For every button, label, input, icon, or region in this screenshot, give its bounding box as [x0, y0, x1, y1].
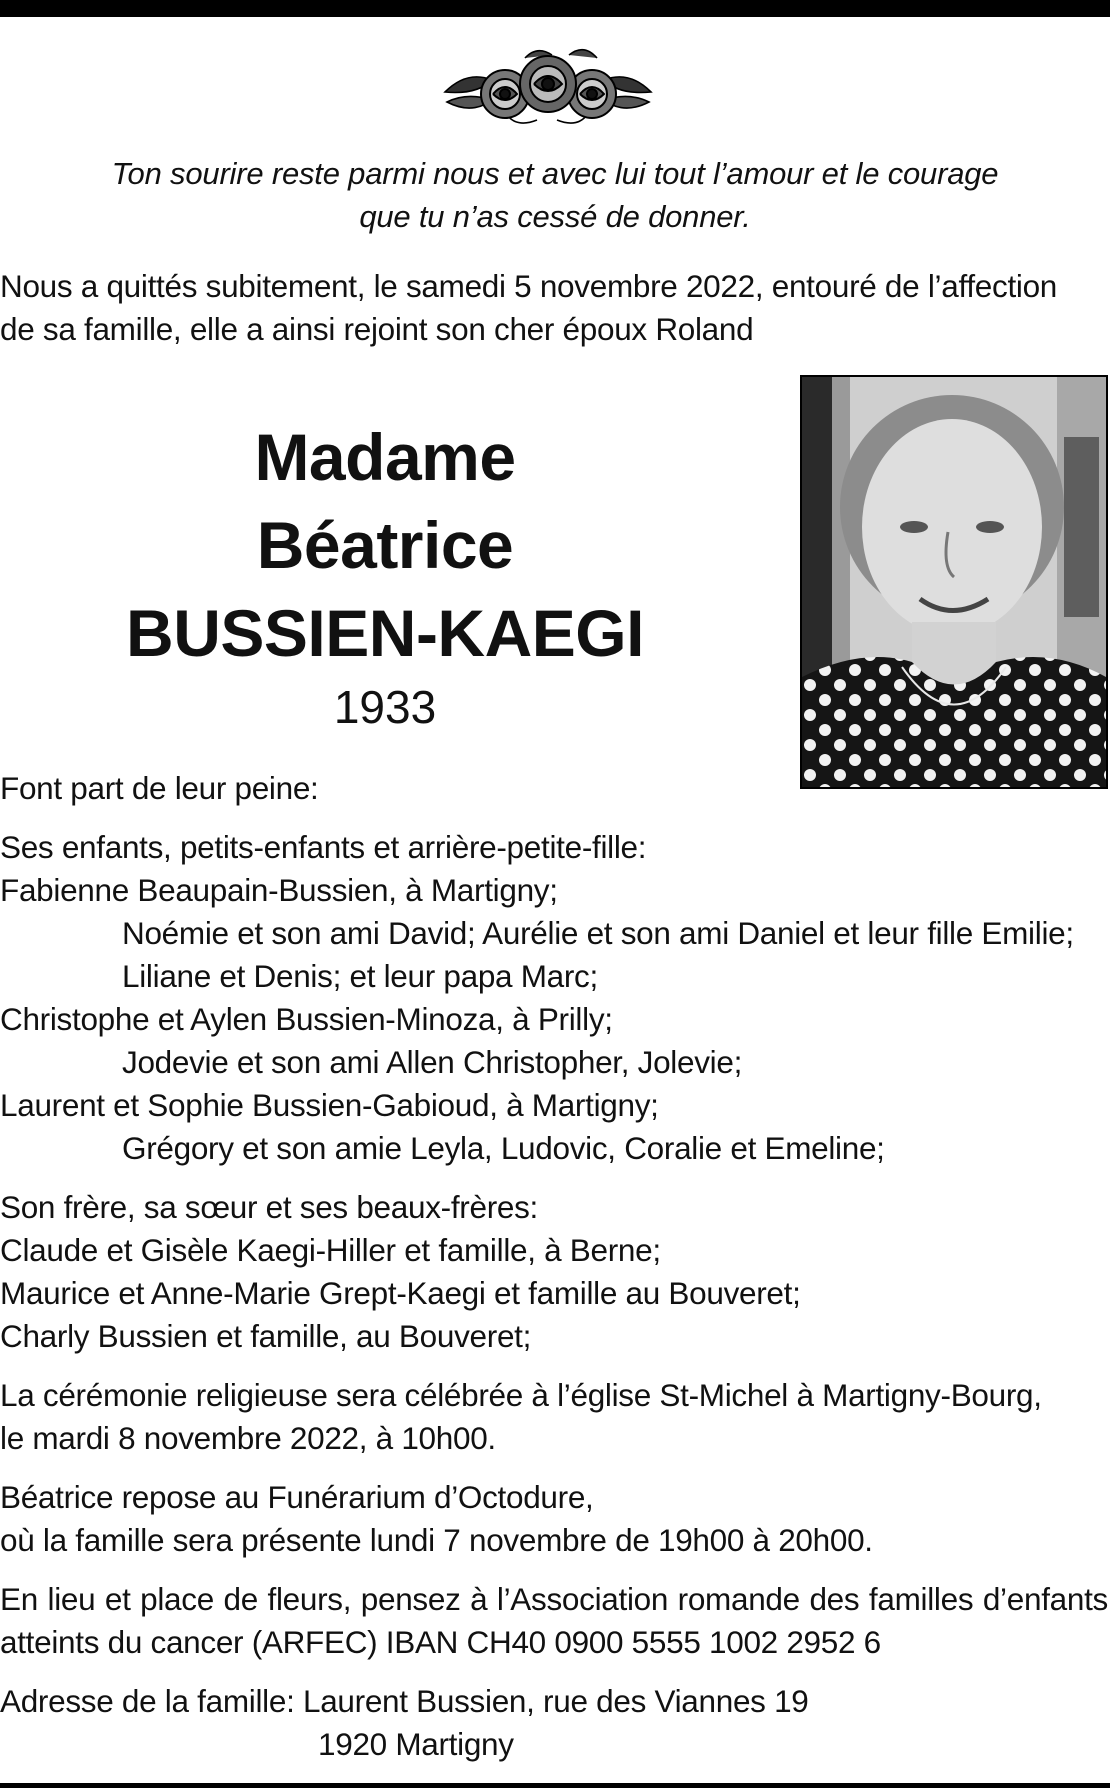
intro-line-1: Nous a quittés subitement, le samedi 5 novembre 2022, entouré de l’affection — [0, 268, 1058, 304]
address-line-1: Adresse de la famille: Laurent Bussien, rue des Viannes 19 — [0, 1683, 809, 1719]
children-heading: Ses enfants, petits-enfants et arrière-petite-fille: — [0, 829, 647, 865]
list-item: Charly Bussien et famille, au Bouveret; — [0, 1318, 532, 1354]
announce-text: Font part de leur peine: — [0, 770, 319, 806]
list-item: Noémie et son ami David; Aurélie et son ami Daniel et leur fille Emilie; — [122, 915, 1074, 951]
bottom-border — [0, 1783, 1110, 1788]
top-border — [0, 0, 1110, 17]
siblings-heading: Son frère, sa sœur et ses beaux-frères: — [0, 1189, 539, 1225]
list-item: Christophe et Aylen Bussien-Minoza, à Prilly; — [0, 1001, 613, 1037]
children-section — [0, 826, 1108, 1170]
ceremony-line-1: La cérémonie religieuse sera célébrée à l’église St-Michel à Martigny-Bourg, — [0, 1377, 1042, 1413]
ceremony-line-2: le mardi 8 novembre 2022, à 10h00. — [0, 1420, 496, 1456]
donation-paragraph: En lieu et place de fleurs, pensez à l’Association romande des familles d’enfants atteints du cancer (ARFEC) IBAN CH40 0900 5555 1002 2952 6 — [0, 1581, 1108, 1660]
deceased-title: Madame — [254, 420, 516, 494]
deceased-name-block — [0, 413, 770, 735]
portrait-photo — [800, 375, 1108, 789]
siblings-section — [0, 1186, 1108, 1358]
address-line-2: 1920 Martigny — [318, 1726, 514, 1762]
deceased-first-name: Béatrice — [256, 508, 514, 582]
list-item: Grégory et son amie Leyla, Ludovic, Coralie et Emeline; — [122, 1130, 885, 1166]
list-item: Laurent et Sophie Bussien-Gabioud, à Martigny; — [0, 1087, 659, 1123]
list-item: Maurice et Anne-Marie Grept-Kaegi et famille au Bouveret; — [0, 1275, 801, 1311]
visitation-line-2: où la famille sera présente lundi 7 novembre de 19h00 à 20h00. — [0, 1522, 873, 1558]
quote-line-2: que tu n’as cessé de donner. — [359, 199, 751, 234]
roses-ornament-icon — [437, 40, 659, 128]
intro-paragraph — [0, 265, 1108, 351]
family-address — [0, 1680, 1108, 1766]
intro-line-2: de sa famille, elle a ainsi rejoint son cher époux Roland — [0, 311, 754, 347]
ceremony-paragraph — [0, 1374, 1108, 1460]
deceased-birth-year: 1933 — [333, 681, 437, 733]
visitation-paragraph — [0, 1476, 1108, 1562]
list-item: Fabienne Beaupain-Bussien, à Martigny; — [0, 872, 558, 908]
epitaph-quote — [0, 152, 1110, 238]
list-item: Claude et Gisèle Kaegi-Hiller et famille, à Berne; — [0, 1232, 661, 1268]
list-item: Liliane et Denis; et leur papa Marc; — [122, 958, 598, 994]
deceased-last-name: BUSSIEN-KAEGI — [126, 596, 644, 670]
visitation-line-1: Béatrice repose au Funérarium d’Octodure, — [0, 1479, 594, 1515]
list-item: Jodevie et son ami Allen Christopher, Jolevie; — [122, 1044, 743, 1080]
quote-line-1: Ton sourire reste parmi nous et avec lui tout l’amour et le courage — [111, 156, 999, 191]
